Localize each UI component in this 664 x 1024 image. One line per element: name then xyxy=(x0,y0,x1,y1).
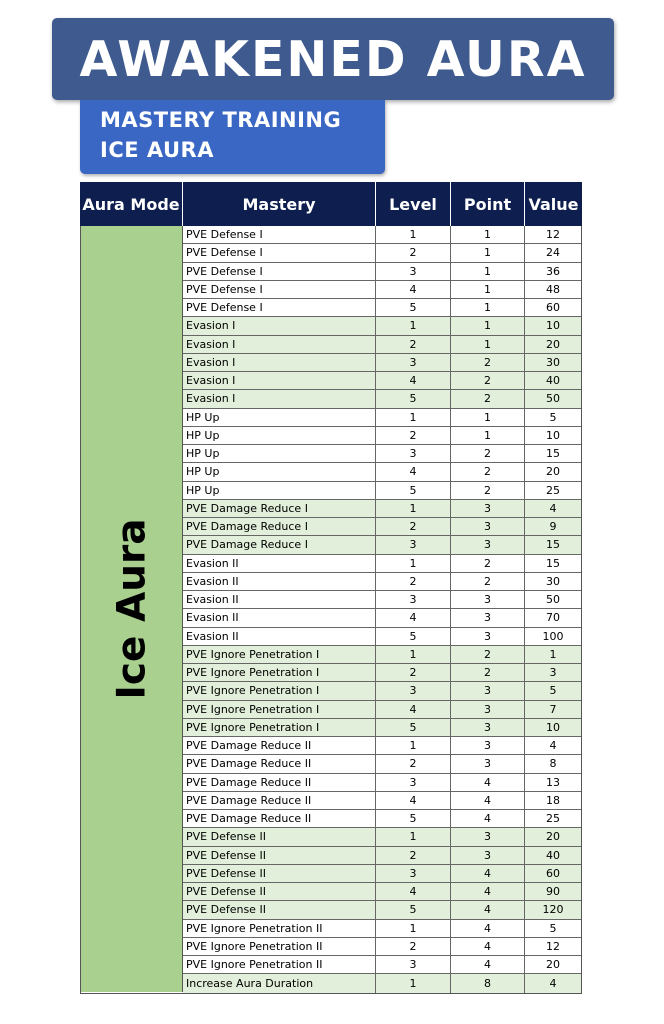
value-cell: 7 xyxy=(549,702,557,716)
mastery-cell: Evasion I xyxy=(183,317,376,334)
mastery-cell: PVE Defense I xyxy=(183,281,376,298)
point-cell: 1 xyxy=(451,244,525,261)
point-cell: 3 xyxy=(451,682,525,699)
table-row xyxy=(183,938,581,956)
value-cell: 12 xyxy=(546,228,560,242)
value-cell: 50 xyxy=(546,593,560,607)
level-cell: 2 xyxy=(376,573,451,590)
mastery-cell: PVE Damage Reduce II xyxy=(183,810,376,827)
level-cell: 5 xyxy=(376,628,451,645)
mastery-cell: PVE Defense I xyxy=(183,263,376,280)
column-header-mastery: Mastery xyxy=(183,182,376,226)
table-row xyxy=(183,518,581,536)
mastery-cell: PVE Ignore Penetration II xyxy=(183,956,376,973)
value-cell: 20 xyxy=(546,465,560,479)
mastery-cell: HP Up xyxy=(183,427,376,444)
point-cell: 4 xyxy=(451,956,525,973)
mastery-cell: Evasion II xyxy=(183,628,376,645)
mastery-cell: Evasion I xyxy=(183,336,376,353)
value-cell: 30 xyxy=(546,574,560,588)
table-row xyxy=(183,901,581,919)
mastery-cell: PVE Damage Reduce II xyxy=(183,774,376,791)
subtitle-banner xyxy=(80,100,385,174)
mastery-cell: Evasion II xyxy=(183,591,376,608)
value-cell: 20 xyxy=(546,337,560,351)
level-cell: 1 xyxy=(376,555,451,572)
level-cell: 3 xyxy=(376,445,451,462)
aura-mode-label: Ice Aura xyxy=(109,518,154,700)
table-row xyxy=(183,865,581,883)
level-cell: 5 xyxy=(376,482,451,499)
point-cell: 3 xyxy=(451,591,525,608)
mastery-cell: PVE Damage Reduce II xyxy=(183,737,376,754)
table-row xyxy=(183,883,581,901)
table-row xyxy=(183,847,581,865)
level-cell: 4 xyxy=(376,372,451,389)
mastery-cell: PVE Damage Reduce II xyxy=(183,755,376,772)
value-cell: 60 xyxy=(546,866,560,880)
value-cell: 60 xyxy=(546,301,560,315)
point-cell: 4 xyxy=(451,865,525,882)
mastery-cell: PVE Ignore Penetration I xyxy=(183,701,376,718)
table-row xyxy=(183,810,581,828)
point-cell: 2 xyxy=(451,354,525,371)
point-cell: 3 xyxy=(451,536,525,553)
table-row xyxy=(183,244,581,262)
level-cell: 5 xyxy=(376,810,451,827)
level-cell: 3 xyxy=(376,354,451,371)
mastery-cell: Evasion II xyxy=(183,573,376,590)
value-cell: 10 xyxy=(546,720,560,734)
table-row xyxy=(183,500,581,518)
table-row xyxy=(183,828,581,846)
point-cell: 2 xyxy=(451,482,525,499)
mastery-cell: PVE Defense II xyxy=(183,828,376,845)
table-row xyxy=(183,682,581,700)
point-cell: 3 xyxy=(451,518,525,535)
table-row xyxy=(183,555,581,573)
level-cell: 1 xyxy=(376,974,451,992)
level-cell: 4 xyxy=(376,463,451,480)
value-cell: 25 xyxy=(546,483,560,497)
point-cell: 3 xyxy=(451,500,525,517)
table-row xyxy=(183,263,581,281)
level-cell: 4 xyxy=(376,609,451,626)
table-row xyxy=(183,628,581,646)
point-cell: 2 xyxy=(451,445,525,462)
column-header-aura-mode: Aura Mode xyxy=(80,182,183,226)
mastery-cell: PVE Defense I xyxy=(183,299,376,316)
value-cell: 9 xyxy=(549,520,557,534)
mastery-cell: PVE Ignore Penetration I xyxy=(183,682,376,699)
point-cell: 2 xyxy=(451,573,525,590)
mastery-cell: Evasion I xyxy=(183,390,376,407)
value-cell: 90 xyxy=(546,885,560,899)
level-cell: 2 xyxy=(376,938,451,955)
level-cell: 4 xyxy=(376,883,451,900)
column-header-level: Level xyxy=(376,182,451,226)
table-row xyxy=(183,354,581,372)
mastery-cell: Evasion II xyxy=(183,555,376,572)
value-cell: 40 xyxy=(546,374,560,388)
table-row xyxy=(183,792,581,810)
level-cell: 3 xyxy=(376,956,451,973)
point-cell: 3 xyxy=(451,719,525,736)
point-cell: 2 xyxy=(451,646,525,663)
level-cell: 4 xyxy=(376,701,451,718)
value-cell: 4 xyxy=(549,501,557,515)
value-cell: 10 xyxy=(546,319,560,333)
level-cell: 1 xyxy=(376,226,451,243)
mastery-cell: PVE Defense I xyxy=(183,226,376,243)
mastery-cell: PVE Damage Reduce I xyxy=(183,536,376,553)
table-row xyxy=(183,719,581,737)
point-cell: 1 xyxy=(451,317,525,334)
value-cell: 15 xyxy=(546,447,560,461)
mastery-cell: PVE Damage Reduce I xyxy=(183,518,376,535)
level-cell: 3 xyxy=(376,536,451,553)
level-cell: 2 xyxy=(376,336,451,353)
table-row xyxy=(183,956,581,974)
value-cell: 30 xyxy=(546,355,560,369)
table-row xyxy=(183,664,581,682)
level-cell: 1 xyxy=(376,409,451,426)
point-cell: 3 xyxy=(451,828,525,845)
value-cell: 40 xyxy=(546,848,560,862)
point-cell: 4 xyxy=(451,774,525,791)
table-row xyxy=(183,920,581,938)
mastery-cell: PVE Ignore Penetration I xyxy=(183,646,376,663)
mastery-cell: PVE Ignore Penetration I xyxy=(183,664,376,681)
table-row xyxy=(183,299,581,317)
mastery-cell: PVE Defense II xyxy=(183,901,376,918)
table-row xyxy=(183,281,581,299)
point-cell: 2 xyxy=(451,372,525,389)
value-cell: 8 xyxy=(549,757,557,771)
point-cell: 2 xyxy=(451,555,525,572)
table-row xyxy=(183,974,581,992)
table-row xyxy=(183,755,581,773)
point-cell: 4 xyxy=(451,920,525,937)
level-cell: 3 xyxy=(376,865,451,882)
mastery-cell: PVE Defense II xyxy=(183,883,376,900)
mastery-cell: Evasion II xyxy=(183,609,376,626)
value-cell: 5 xyxy=(549,921,557,935)
level-cell: 1 xyxy=(376,828,451,845)
table-row xyxy=(183,463,581,481)
level-cell: 2 xyxy=(376,244,451,261)
table-row xyxy=(183,409,581,427)
value-cell: 5 xyxy=(549,410,557,424)
point-cell: 4 xyxy=(451,810,525,827)
level-cell: 3 xyxy=(376,263,451,280)
table-row xyxy=(183,372,581,390)
value-cell: 20 xyxy=(546,958,560,972)
mastery-cell: HP Up xyxy=(183,409,376,426)
point-cell: 4 xyxy=(451,883,525,900)
level-cell: 1 xyxy=(376,317,451,334)
point-cell: 1 xyxy=(451,226,525,243)
table-row xyxy=(183,390,581,408)
value-cell: 120 xyxy=(542,903,564,917)
value-cell: 20 xyxy=(546,830,560,844)
table-row xyxy=(183,609,581,627)
table-row xyxy=(183,336,581,354)
point-cell: 4 xyxy=(451,938,525,955)
point-cell: 2 xyxy=(451,664,525,681)
level-cell: 2 xyxy=(376,755,451,772)
column-header-value: Value xyxy=(528,194,579,214)
point-cell: 2 xyxy=(451,390,525,407)
table-row xyxy=(183,646,581,664)
level-cell: 1 xyxy=(376,500,451,517)
page-title: AWAKENED AURA xyxy=(79,30,587,88)
level-cell: 5 xyxy=(376,719,451,736)
table-row xyxy=(183,737,581,755)
value-cell: 10 xyxy=(546,428,560,442)
table-row xyxy=(183,317,581,335)
value-cell: 25 xyxy=(546,812,560,826)
table-row xyxy=(183,774,581,792)
level-cell: 5 xyxy=(376,901,451,918)
value-cell: 48 xyxy=(546,282,560,296)
value-cell: 4 xyxy=(549,739,557,753)
value-cell: 3 xyxy=(549,666,557,680)
table-row xyxy=(183,573,581,591)
table-row xyxy=(183,536,581,554)
level-cell: 1 xyxy=(376,646,451,663)
mastery-cell: Evasion I xyxy=(183,354,376,371)
value-cell: 70 xyxy=(546,611,560,625)
mastery-cell: Evasion I xyxy=(183,372,376,389)
point-cell: 3 xyxy=(451,737,525,754)
point-cell: 1 xyxy=(451,299,525,316)
mastery-cell: Increase Aura Duration xyxy=(183,974,376,992)
value-cell: 36 xyxy=(546,264,560,278)
value-cell: 12 xyxy=(546,939,560,953)
point-cell: 3 xyxy=(451,701,525,718)
table-row xyxy=(183,445,581,463)
table-rows xyxy=(183,226,581,993)
subtitle-line-1: MASTERY TRAINING xyxy=(100,108,342,132)
level-cell: 1 xyxy=(376,737,451,754)
mastery-cell: PVE Damage Reduce I xyxy=(183,500,376,517)
table-row xyxy=(183,427,581,445)
table-body xyxy=(80,226,582,994)
aura-mode-cell xyxy=(81,226,183,992)
column-header-point: Point xyxy=(451,182,525,226)
level-cell: 2 xyxy=(376,847,451,864)
point-cell: 1 xyxy=(451,427,525,444)
value-cell: 24 xyxy=(546,246,560,260)
point-cell: 3 xyxy=(451,628,525,645)
value-cell: 15 xyxy=(546,538,560,552)
value-cell: 1 xyxy=(549,647,557,661)
level-cell: 2 xyxy=(376,427,451,444)
level-cell: 4 xyxy=(376,792,451,809)
level-cell: 2 xyxy=(376,664,451,681)
value-cell: 18 xyxy=(546,793,560,807)
point-cell: 1 xyxy=(451,336,525,353)
point-cell: 4 xyxy=(451,901,525,918)
table-row xyxy=(183,226,581,244)
title-banner xyxy=(52,18,614,100)
value-cell: 4 xyxy=(549,976,557,990)
level-cell: 3 xyxy=(376,774,451,791)
mastery-cell: HP Up xyxy=(183,482,376,499)
mastery-cell: PVE Damage Reduce II xyxy=(183,792,376,809)
point-cell: 3 xyxy=(451,609,525,626)
level-cell: 3 xyxy=(376,682,451,699)
level-cell: 4 xyxy=(376,281,451,298)
table-row xyxy=(183,482,581,500)
point-cell: 2 xyxy=(451,463,525,480)
level-cell: 1 xyxy=(376,920,451,937)
mastery-cell: PVE Defense I xyxy=(183,244,376,261)
level-cell: 5 xyxy=(376,390,451,407)
subtitle-line-2: ICE AURA xyxy=(100,138,214,162)
level-cell: 3 xyxy=(376,591,451,608)
value-cell: 13 xyxy=(546,775,560,789)
point-cell: 1 xyxy=(451,409,525,426)
value-cell: 100 xyxy=(542,629,564,643)
point-cell: 1 xyxy=(451,281,525,298)
mastery-cell: HP Up xyxy=(183,445,376,462)
value-cell: 15 xyxy=(546,556,560,570)
value-cell: 5 xyxy=(549,684,557,698)
mastery-table xyxy=(80,182,582,994)
mastery-cell: PVE Defense II xyxy=(183,865,376,882)
value-cell: 50 xyxy=(546,392,560,406)
table-row xyxy=(183,701,581,719)
mastery-cell: PVE Defense II xyxy=(183,847,376,864)
mastery-cell: PVE Ignore Penetration II xyxy=(183,920,376,937)
point-cell: 4 xyxy=(451,792,525,809)
mastery-cell: HP Up xyxy=(183,463,376,480)
mastery-cell: PVE Ignore Penetration I xyxy=(183,719,376,736)
point-cell: 8 xyxy=(451,974,525,992)
point-cell: 3 xyxy=(451,847,525,864)
level-cell: 2 xyxy=(376,518,451,535)
point-cell: 3 xyxy=(451,755,525,772)
mastery-cell: PVE Ignore Penetration II xyxy=(183,938,376,955)
level-cell: 5 xyxy=(376,299,451,316)
point-cell: 1 xyxy=(451,263,525,280)
table-header xyxy=(80,182,582,226)
table-row xyxy=(183,591,581,609)
